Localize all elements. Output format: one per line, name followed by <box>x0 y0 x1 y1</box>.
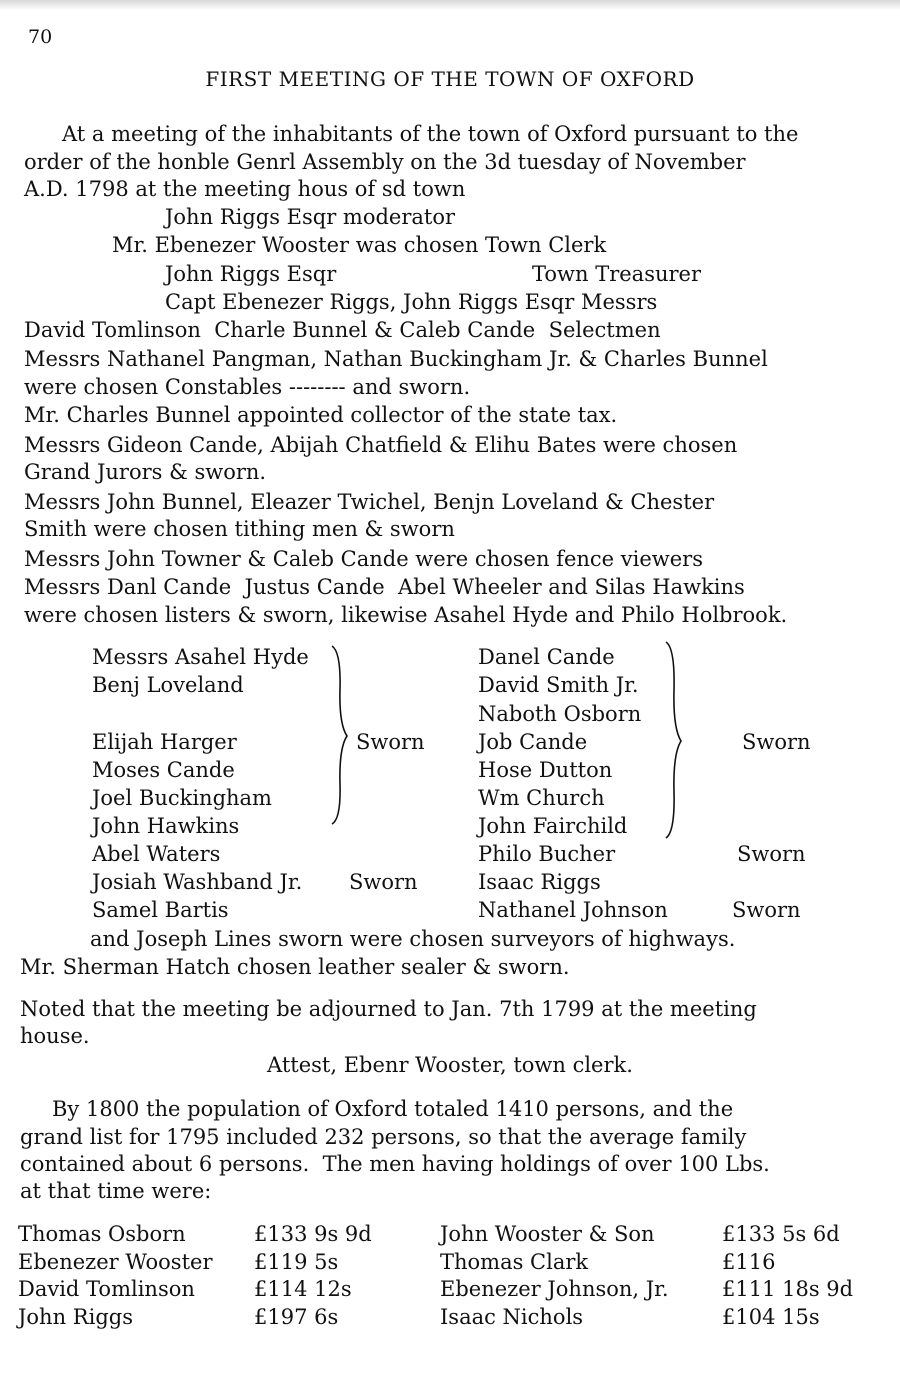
holding-amount: £114 12s <box>254 1277 352 1301</box>
surveyor-name: Moses Cande <box>92 758 235 782</box>
body-line: grand list for 1795 included 232 persons, so that the average family <box>20 1125 747 1149</box>
holder-name: John Wooster & Son <box>440 1222 655 1246</box>
body-line: at that time were: <box>20 1179 212 1203</box>
surveyor-name: Job Cande <box>478 730 588 754</box>
minutes-line: Mr. Charles Bunnel appointed collector of the state tax. <box>24 403 618 427</box>
surveyor-name: Wm Church <box>478 786 605 810</box>
surveyor-name: David Smith Jr. <box>478 673 639 697</box>
minutes-line: Messrs Nathanel Pangman, Nathan Buckingham Jr. & Charles Bunnel <box>24 347 768 371</box>
holder-name: John Riggs <box>18 1305 133 1329</box>
sworn-label: Sworn <box>356 730 425 754</box>
holding-amount: £119 5s <box>254 1250 339 1274</box>
surveyor-name: John Fairchild <box>478 814 628 838</box>
left-group-brace <box>326 644 350 826</box>
minutes-line: Town Treasurer <box>532 262 701 286</box>
surveyor-name: Samel Bartis <box>92 898 229 922</box>
holder-name: Thomas Osborn <box>18 1222 186 1246</box>
surveyor-name: Hose Dutton <box>478 758 613 782</box>
minutes-line: were chosen listers & sworn, likewise Asahel Hyde and Philo Holbrook. <box>24 603 788 627</box>
surveyor-name: Joel Buckingham <box>92 786 272 810</box>
sworn-label: Sworn <box>732 898 801 922</box>
minutes-line: house. <box>20 1024 90 1048</box>
surveyor-name: Nathanel Johnson <box>478 898 668 922</box>
minutes-line: order of the honble Genrl Assembly on the 3d tuesday of November <box>24 150 746 174</box>
body-line: contained about 6 persons. The men having holdings of over 100 Lbs. <box>20 1152 770 1176</box>
minutes-line: Noted that the meeting be adjourned to Jan. 7th 1799 at the meeting <box>20 997 757 1021</box>
surveyor-name: John Hawkins <box>92 814 240 838</box>
sworn-label: Sworn <box>742 730 811 754</box>
holding-amount: £197 6s <box>254 1305 339 1329</box>
surveyor-name: Danel Cande <box>478 645 615 669</box>
holder-name: David Tomlinson <box>18 1277 195 1301</box>
minutes-line: Mr. Sherman Hatch chosen leather sealer & sworn. <box>20 955 570 979</box>
minutes-line: Capt Ebenezer Riggs, John Riggs Esqr Messrs <box>165 290 658 314</box>
minutes-line: John Riggs Esqr moderator <box>165 205 456 229</box>
attestation: Attest, Ebenr Wooster, town clerk. <box>267 1053 633 1077</box>
minutes-line: David Tomlinson Charle Bunnel & Caleb Cande Selectmen <box>24 318 661 342</box>
holder-name: Ebenezer Wooster <box>18 1250 213 1274</box>
minutes-line: At a meeting of the inhabitants of the town of Oxford pursuant to the <box>62 122 799 146</box>
holding-amount: £104 15s <box>722 1305 820 1329</box>
surveyor-name: Benj Loveland <box>92 673 244 697</box>
holding-amount: £116 <box>722 1250 776 1274</box>
minutes-line: A.D. 1798 at the meeting hous of sd town <box>24 177 466 201</box>
right-group-brace <box>660 640 684 840</box>
scan-edge-shading <box>0 0 900 10</box>
sworn-label: Sworn <box>349 870 418 894</box>
surveyor-name: Philo Bucher <box>478 842 616 866</box>
holding-amount: £133 5s 6d <box>722 1222 840 1246</box>
holding-amount: £111 18s 9d <box>722 1277 854 1301</box>
minutes-line: Grand Jurors & sworn. <box>24 460 267 484</box>
body-line: By 1800 the population of Oxford totaled 1410 persons, and the <box>52 1097 734 1121</box>
page-number: 70 <box>28 26 53 48</box>
holder-name: Ebenezer Johnson, Jr. <box>440 1277 669 1301</box>
minutes-line: Messrs Danl Cande Justus Cande Abel Wheeler and Silas Hawkins <box>24 575 745 599</box>
holder-name: Isaac Nichols <box>440 1305 584 1329</box>
minutes-line: Messrs Gideon Cande, Abijah Chatfield & Elihu Bates were chosen <box>24 433 738 457</box>
minutes-line: Messrs John Bunnel, Eleazer Twichel, Benjn Loveland & Chester <box>24 490 715 514</box>
surveyor-name: Isaac Riggs <box>478 870 601 894</box>
surveyor-name: Messrs Asahel Hyde <box>92 645 309 669</box>
surveyor-name: Josiah Washband Jr. <box>92 870 303 894</box>
surveyor-name: Elijah Harger <box>92 730 237 754</box>
surveyor-name: Abel Waters <box>92 842 221 866</box>
minutes-line: Messrs John Towner & Caleb Cande were chosen fence viewers <box>24 547 703 571</box>
minutes-line: were chosen Constables -------- and sworn. <box>24 375 471 399</box>
minutes-line: Smith were chosen tithing men & sworn <box>24 517 455 541</box>
minutes-line: John Riggs Esqr <box>165 262 337 286</box>
sworn-label: Sworn <box>737 842 806 866</box>
holding-amount: £133 9s 9d <box>254 1222 372 1246</box>
surveyor-name: Naboth Osborn <box>478 702 642 726</box>
holder-name: Thomas Clark <box>440 1250 589 1274</box>
minutes-line: and Joseph Lines sworn were chosen surveyors of highways. <box>90 927 736 951</box>
minutes-line: Mr. Ebenezer Wooster was chosen Town Clerk <box>112 233 607 257</box>
page-title: FIRST MEETING OF THE TOWN OF OXFORD <box>205 67 695 91</box>
